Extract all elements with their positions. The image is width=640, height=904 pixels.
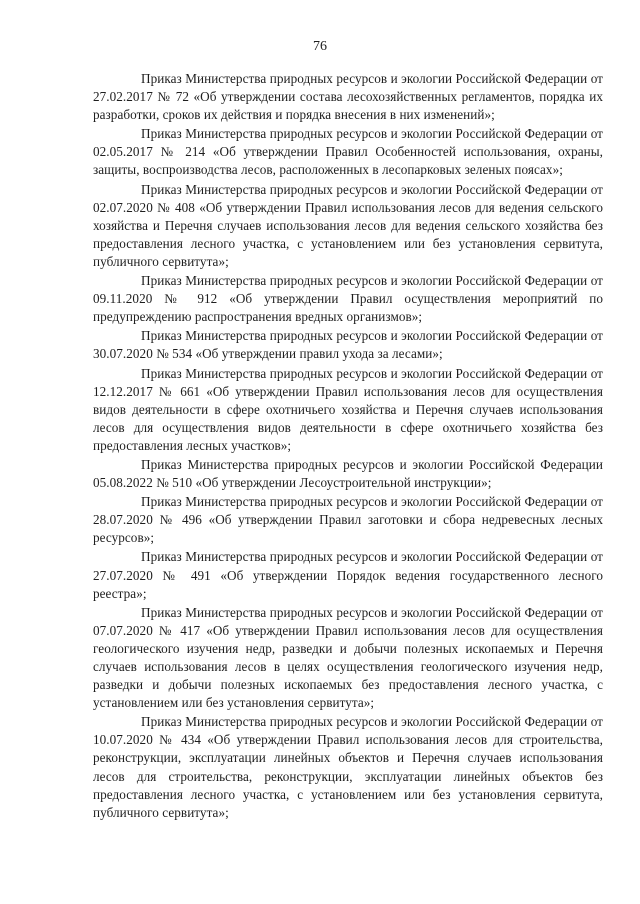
document-body (93, 70, 603, 823)
order-paragraph: Приказ Министерства природных ресурсов и экологии Российской Федерации 05.08.2022 № 510 «Об утверждении Лесоустроительной инструкции»; (93, 456, 603, 491)
order-paragraph: Приказ Министерства природных ресурсов и экологии Российской Федерации от 27.07.2020 № 491 «Об утверждении Порядок ведения государственного лесного реестра»; (93, 549, 603, 601)
order-paragraph: Приказ Министерства природных ресурсов и экологии Российской Федерации от 12.12.2017 № 661 «Об утверждении Правил использования лесов для осуществления видов деятельности в сфере охотничьего хозяйства и Перечня случаев использования лесов для осуществления видов деятельности в сфере охотничьего хозяйства без предоставления лесных участков»; (93, 365, 603, 453)
order-paragraph: Приказ Министерства природных ресурсов и экологии Российской Федерации от 30.07.2020 № 534 «Об утверждении правил ухода за лесами»; (93, 328, 603, 362)
order-paragraph: Приказ Министерства природных ресурсов и экологии Российской Федерации от 10.07.2020 № 434 «Об утверждении Правил использования лесов для строительства, реконструкции, эксплуатации линейных объектов и Перечня случаев использования лесов для строительства, реконструкции, эксплуатации линейных объектов без предоставления лесного участка, с установлением или без установления сервитута, публичного сервитута»; (93, 714, 603, 820)
order-paragraph: Приказ Министерства природных ресурсов и экологии Российской Федерации от 28.07.2020 № 496 «Об утверждении Правил заготовки и сбора недревесных лесных ресурсов»; (93, 494, 603, 546)
order-paragraph: Приказ Министерства природных ресурсов и экологии Российской Федерации от 27.02.2017 № 72 «Об утверждении состава лесохозяйственных регламентов, порядка их разработки, сроков их действия и порядка внесения в них изменений»; (93, 71, 603, 123)
page-number: 76 (313, 39, 327, 54)
order-paragraph: Приказ Министерства природных ресурсов и экологии Российской Федерации от 07.07.2020 № 417 «Об утверждении Правил использования лесов для осуществления геологического изучения недр, разведки и добычи полезных ископаемых и Перечня случаев использования лесов в целях осуществления геологического изучения недр, разведки и добычи полезных ископаемых без предоставления лесного участка, с установлением или без установления сервитута»; (93, 604, 603, 711)
order-paragraph: Приказ Министерства природных ресурсов и экологии Российской Федерации от 02.05.2017 № 214 «Об утверждении Правил Особенностей использования, охраны, защиты, воспроизводства лесов, расположенных в лесопарковых зеленых поясах»; (93, 126, 603, 178)
order-paragraph: Приказ Министерства природных ресурсов и экологии Российской Федерации от 02.07.2020 № 408 «Об утверждении Правил использования лесов для ведения сельского хозяйства и Перечня случаев использования лесов для ведения сельского хозяйства без предоставления лесного участка, с установлением или без установления сервитута, публичного сервитута»; (93, 181, 603, 269)
order-paragraph: Приказ Министерства природных ресурсов и экологии Российской Федерации от 09.11.2020 № 912 «Об утверждении Правил осуществления мероприятий по предупреждению распространения вредных организмов»; (93, 273, 603, 325)
